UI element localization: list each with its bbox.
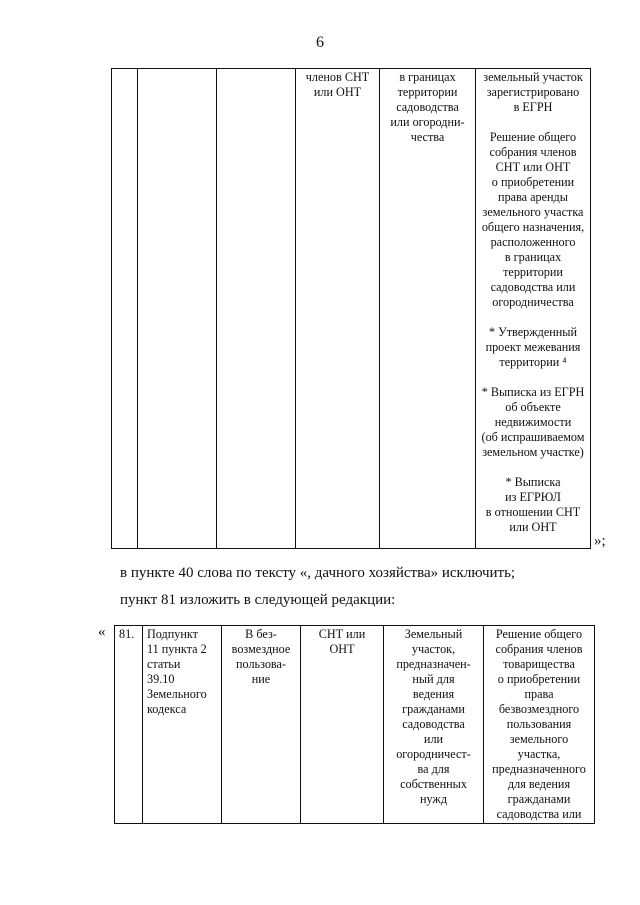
table-cell <box>112 69 138 549</box>
paragraph-amendment-40: в пункте 40 слова по тексту «, дачного хозяйства» исключить; <box>120 565 516 581</box>
table-cell <box>138 69 217 549</box>
table-cell: земельный участок зарегистрировано в ЕГРН Решение общего собрания членов СНТ или ОНТ о приобретении права аренды земельного участка общего назначения, расположенного в границах территории садоводства или огородничества * Утвержденный проект межевания территории ⁴ * Выписка из ЕГРН об объекте недвижимости (об испрашиваемом земельном участке) * Выписка из ЕГРЮЛ в отношении СНТ или ОНТ <box>476 69 591 549</box>
table-row <box>112 69 591 549</box>
table-cell-number: 81. <box>115 626 143 824</box>
table-cell: в границах территории садоводства или огородни- чества <box>380 69 476 549</box>
table-cell: членов СНТ или ОНТ <box>296 69 380 549</box>
paragraph-amendment-81: пункт 81 изложить в следующей редакции: <box>120 592 396 608</box>
table-cell <box>217 69 296 549</box>
page-number: 6 <box>316 34 324 51</box>
table-cell-right-type: В без- возмездное пользова- ние <box>222 626 301 824</box>
table-cell-recipient: СНТ или ОНТ <box>301 626 384 824</box>
table-continued <box>111 68 591 549</box>
closing-quote: »; <box>594 533 606 549</box>
table-item-81 <box>114 625 595 824</box>
table-row <box>115 626 595 824</box>
table-cell-basis: Подпункт 11 пункта 2 статьи 39.10 Земельного кодекса <box>143 626 222 824</box>
opening-quote: « <box>98 624 106 640</box>
table-cell-land-plot: Земельный участок, предназначен- ный для ведения гражданами садоводства или огородничест- ва для собственных нужд <box>384 626 484 824</box>
table-cell-documents: Решение общего собрания членов товарищества о приобретении права безвозмездного пользования земельного участка, предназначенного для ведения гражданами садоводства или <box>484 626 595 824</box>
